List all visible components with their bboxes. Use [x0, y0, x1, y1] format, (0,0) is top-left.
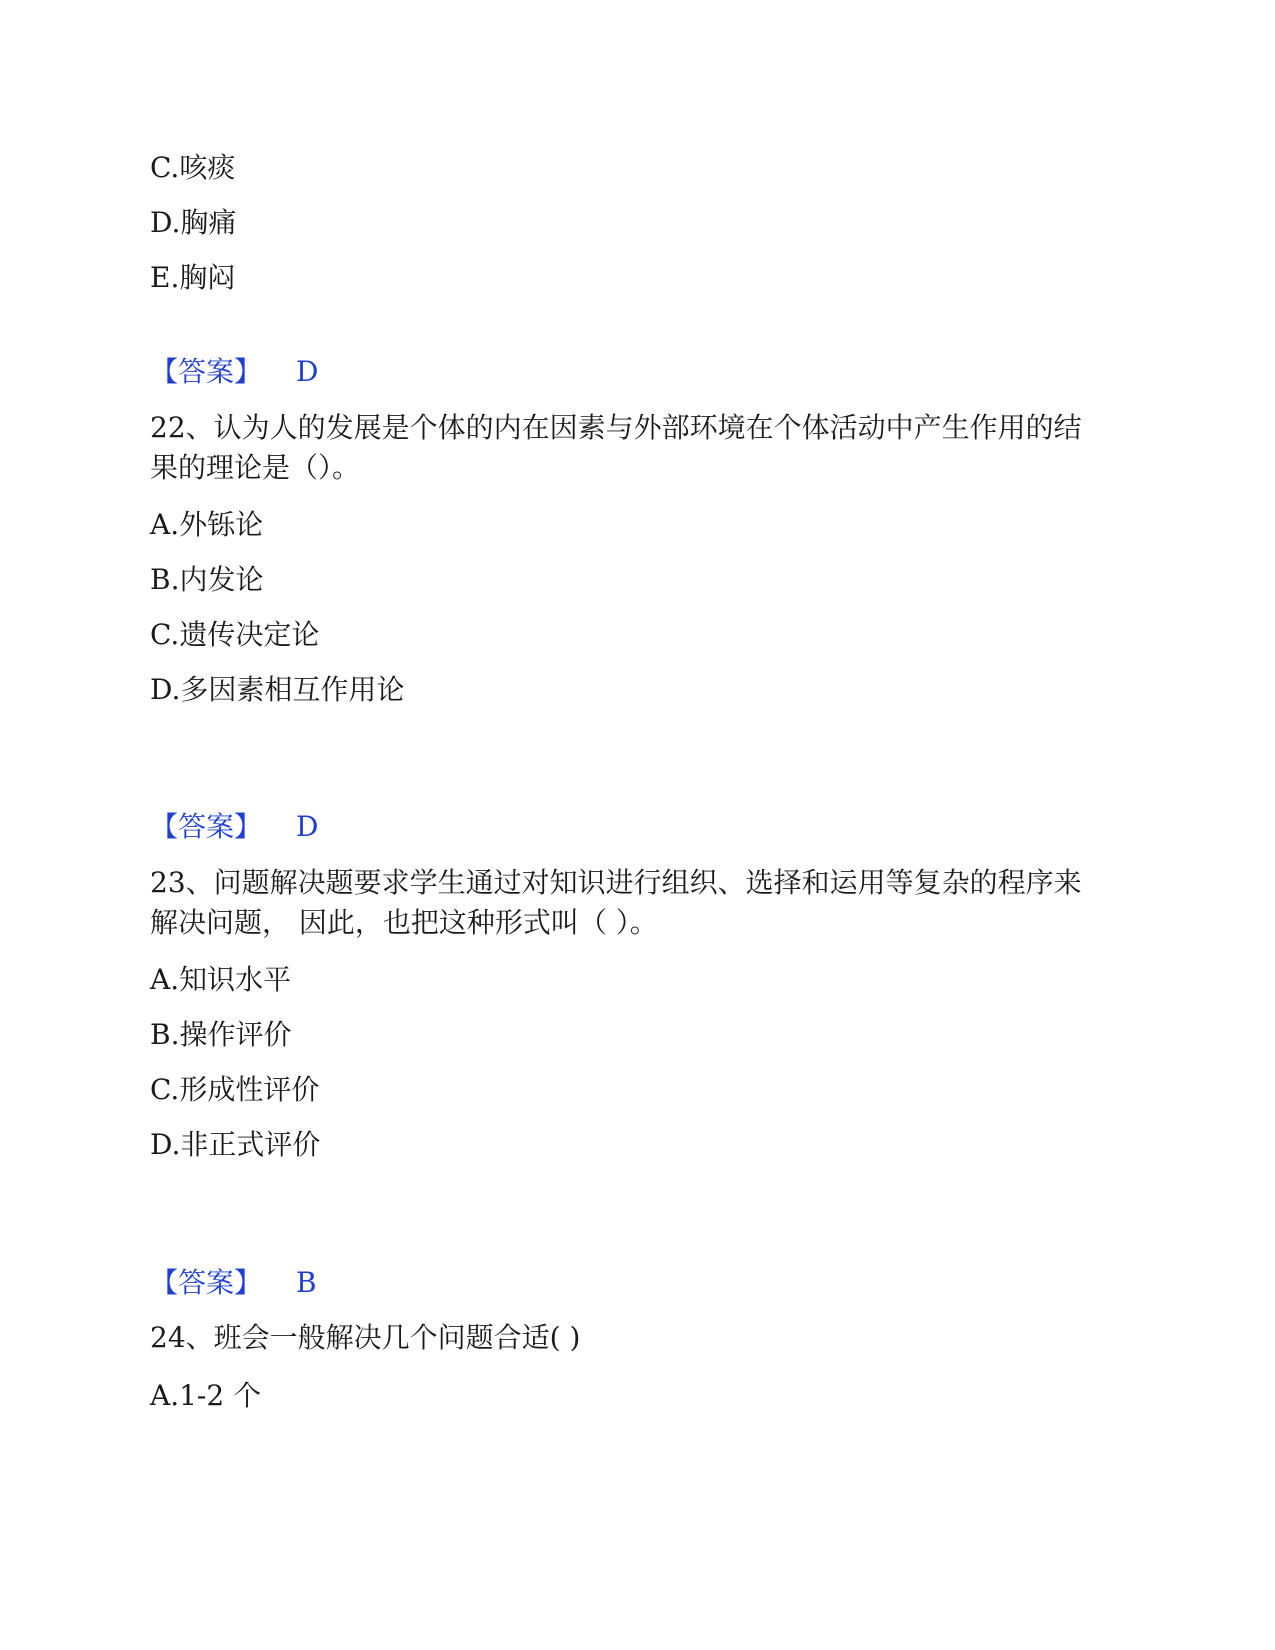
option-c-cough: C.咳痰 — [150, 151, 236, 184]
q22-option-b: B.内发论 — [150, 563, 264, 596]
q24-option-a: A.1-2 个 — [150, 1379, 262, 1412]
answer-q23 — [150, 1263, 317, 1303]
answer-label: 【答案】 — [150, 355, 263, 388]
option-e-chest-tightness: E.胸闷 — [150, 261, 236, 294]
answer-value: D — [296, 810, 319, 843]
question-22-stem-line1: 22、认为人的发展是个体的内在因素与外部环境在个体活动中产生作用的结 — [150, 411, 1082, 444]
q23-option-a: A.知识水平 — [150, 963, 292, 996]
question-22-stem-line2: 果的理论是（）。 — [150, 451, 361, 484]
answer-label: 【答案】 — [150, 810, 263, 843]
question-23-stem-line1: 23、问题解决题要求学生通过对知识进行组织、选择和运用等复杂的程序来 — [150, 866, 1082, 899]
question-23-stem-line2: 解决问题， 因此，也把这种形式叫（ ）。 — [150, 906, 658, 939]
answer-q22 — [150, 807, 318, 847]
q23-option-d: D.非正式评价 — [150, 1128, 321, 1161]
answer-value: B — [296, 1266, 317, 1299]
q22-option-a: A.外铄论 — [150, 508, 264, 541]
answer-value: D — [296, 355, 319, 388]
q22-option-d: D.多因素相互作用论 — [150, 673, 405, 706]
answer-label: 【答案】 — [150, 1266, 263, 1299]
q23-option-b: B.操作评价 — [150, 1018, 292, 1051]
question-24-stem-line1: 24、班会一般解决几个问题合适( ) — [150, 1321, 581, 1354]
q23-option-c: C.形成性评价 — [150, 1073, 320, 1106]
answer-block0 — [150, 352, 318, 392]
option-d-chest-pain: D.胸痛 — [150, 206, 237, 239]
q22-option-c: C.遗传决定论 — [150, 618, 320, 651]
